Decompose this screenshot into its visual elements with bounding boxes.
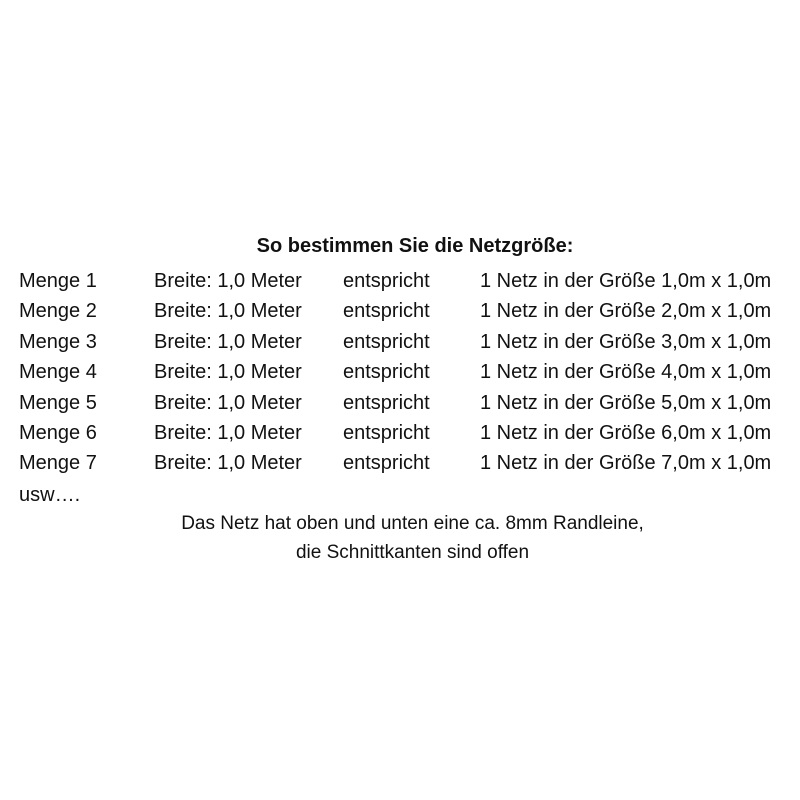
note-line-1: Das Netz hat oben und unten eine ca. 8mm Randleine, — [181, 513, 644, 534]
table-row — [0, 327, 800, 357]
net-size-label: 1 Netz in der Größe 3,0m x 1,0m — [480, 330, 772, 353]
net-size-label: 1 Netz in der Größe 5,0m x 1,0m — [480, 391, 772, 414]
quantity-label: Menge 1 — [19, 270, 97, 292]
note-text — [0, 509, 800, 567]
net-size-label: 1 Netz in der Größe 2,0m x 1,0m — [480, 300, 772, 323]
width-label: Breite: 1,0 Meter — [154, 300, 302, 323]
size-table — [0, 266, 800, 479]
width-label: Breite: 1,0 Meter — [154, 361, 302, 384]
net-size-label: 1 Netz in der Größe 1,0m x 1,0m — [480, 270, 772, 292]
width-label: Breite: 1,0 Meter — [154, 391, 302, 414]
quantity-label: Menge 5 — [19, 391, 97, 414]
equals-label: entspricht — [343, 421, 430, 444]
width-label: Breite: 1,0 Meter — [154, 270, 302, 292]
table-row — [0, 448, 800, 478]
table-row — [0, 418, 800, 448]
width-label: Breite: 1,0 Meter — [154, 421, 302, 444]
equals-label: entspricht — [343, 361, 430, 384]
width-label: Breite: 1,0 Meter — [154, 330, 302, 353]
equals-label: entspricht — [343, 452, 430, 475]
table-row — [0, 266, 800, 296]
table-row — [0, 357, 800, 387]
note-line-2: die Schnittkanten sind offen — [295, 542, 530, 563]
quantity-label: Menge 6 — [19, 421, 97, 444]
table-row — [0, 296, 800, 326]
quantity-label: Menge 3 — [19, 330, 97, 353]
equals-label: entspricht — [343, 330, 430, 353]
quantity-label: Menge 2 — [19, 300, 97, 323]
quantity-label: Menge 4 — [19, 361, 97, 384]
equals-label: entspricht — [343, 300, 430, 323]
net-size-label: 1 Netz in der Größe 4,0m x 1,0m — [480, 361, 772, 384]
net-size-label: 1 Netz in der Größe 7,0m x 1,0m — [480, 452, 772, 475]
net-size-label: 1 Netz in der Größe 6,0m x 1,0m — [480, 421, 772, 444]
quantity-label: Menge 7 — [19, 452, 97, 475]
equals-label: entspricht — [343, 391, 430, 414]
width-label: Breite: 1,0 Meter — [154, 452, 302, 475]
page-title: So bestimmen Sie die Netzgröße: — [256, 235, 574, 257]
equals-label: entspricht — [343, 270, 430, 292]
continuation-text: usw…. — [19, 484, 81, 506]
table-row — [0, 388, 800, 418]
